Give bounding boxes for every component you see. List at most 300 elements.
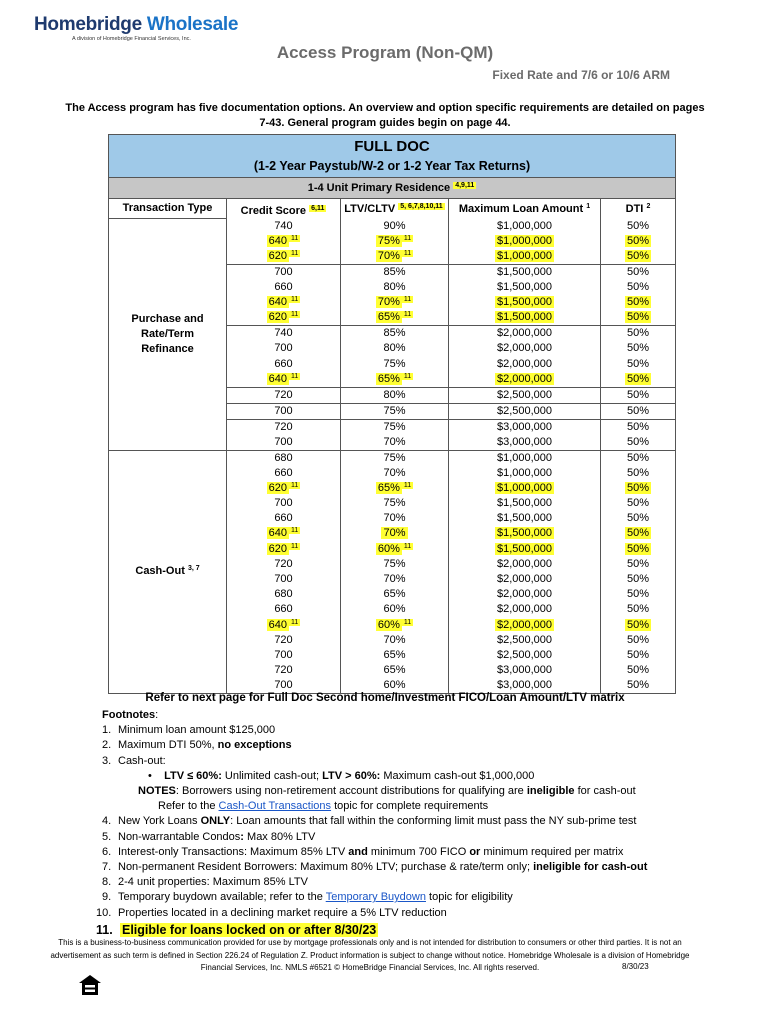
cell-dti (601, 496, 676, 511)
footnote-4 (102, 814, 702, 829)
cell-max-loan (449, 249, 601, 265)
ltv-value: 65% (377, 481, 400, 494)
credit-score-value: 700 (274, 265, 293, 278)
cell-dti (601, 633, 676, 648)
cell-ltv (341, 326, 449, 342)
footnote-ref-11: 11 (403, 296, 412, 304)
dti-value: 50% (626, 512, 650, 525)
cell-credit-score (227, 219, 341, 234)
dti-value: 50% (626, 588, 650, 601)
cell-ltv (341, 557, 449, 572)
fn-text: Maximum cash-out $1,000,000 (380, 769, 535, 782)
fn-text: Minimum loan amount $125,000 (118, 724, 276, 737)
cell-ltv (341, 648, 449, 663)
max-loan-value: $2,500,000 (496, 633, 553, 646)
credit-score-value: 640 (268, 234, 288, 247)
occupancy-banner (109, 178, 676, 199)
credit-score-value: 700 (274, 573, 293, 586)
fn-text: Properties located in a declining market require a 5% LTV reduction (118, 906, 447, 919)
dti-value: 50% (626, 466, 650, 479)
credit-score-value: 640 (268, 618, 288, 631)
ltv-value: 75% (383, 420, 406, 433)
fn-text: Temporary buydown available; refer to the (118, 891, 326, 904)
dti-value: 50% (626, 234, 650, 247)
ltv-value: 90% (383, 219, 406, 232)
ltv-value: 65% (383, 664, 406, 677)
transaction-type-sup-text: 3, 7 (187, 565, 200, 573)
transaction-type-sup (188, 565, 200, 572)
ltv-value: 75% (383, 557, 406, 570)
cell-ltv (341, 526, 449, 541)
ltv-value: 70% (383, 466, 406, 479)
max-loan-value: $1,500,000 (496, 296, 553, 309)
max-loan-value: $2,500,000 (496, 404, 553, 417)
credit-score-value: 640 (268, 372, 288, 385)
matrix-row (109, 219, 676, 234)
footnote-ref (402, 235, 413, 242)
max-loan-value: $1,000,000 (496, 451, 553, 464)
cell-credit-score (227, 326, 341, 342)
credit-score-value: 640 (268, 527, 288, 540)
credit-score-value: 620 (268, 311, 288, 324)
cell-max-loan (449, 264, 601, 280)
cell-credit-score (227, 264, 341, 280)
ltv-value: 70% (383, 512, 406, 525)
cell-credit-score (227, 663, 341, 678)
ltv-value: 70% (383, 435, 406, 448)
footnote-6 (102, 845, 702, 860)
fn-bold: or (469, 845, 481, 858)
max-loan-value: $2,000,000 (496, 588, 553, 601)
cell-credit-score (227, 280, 341, 295)
cell-ltv (341, 372, 449, 388)
footnote-7 (102, 860, 702, 875)
max-loan-value: $3,000,000 (496, 664, 553, 677)
cell-credit-score (227, 557, 341, 572)
cell-dti (601, 648, 676, 663)
fn-text: Cash-out: (118, 754, 166, 767)
fn-num: 2. (102, 739, 112, 752)
max-loan-value: $2,000,000 (496, 618, 553, 631)
col-max-loan-label: Maximum Loan Amount (458, 202, 584, 215)
cell-max-loan (449, 403, 601, 419)
fn-num: 5. (102, 830, 112, 843)
dti-value: 50% (626, 633, 650, 646)
ltv-value: 80% (383, 280, 406, 293)
max-loan-value: $1,000,000 (496, 249, 553, 262)
ltv-value: 75% (377, 234, 400, 247)
cell-dti (601, 526, 676, 541)
occupancy-label: 1-4 Unit Primary Residence (307, 182, 451, 194)
cell-ltv (341, 356, 449, 371)
cell-max-loan (449, 356, 601, 371)
page-subtitle: Fixed Rate and 7/6 or 10/6 ARM (492, 68, 670, 82)
cell-max-loan (449, 526, 601, 541)
max-loan-value: $1,500,000 (496, 265, 553, 278)
cell-max-loan (449, 372, 601, 388)
cell-dti (601, 310, 676, 326)
footnote-2 (102, 738, 702, 753)
credit-score-value: 720 (274, 664, 293, 677)
cell-credit-score (227, 648, 341, 663)
ltv-value: 80% (383, 342, 406, 355)
dti-value: 50% (626, 648, 650, 661)
cell-credit-score (227, 526, 341, 541)
fn-bold: and (348, 845, 368, 858)
cell-max-loan (449, 542, 601, 557)
disclaimer: This is a business-to-business communication provided for use by mortgage professionals only and is not intended for distribution to consumers or other third parties. It is not an advertisement as such term is defined in Section 226.24 of Regulation Z. Product information is subject to change without notice. Homebridge Wholesale is a division of Homebridge Financial Services, Inc. NMLS #6521 © HomeBridge Financial Services, Inc. All rights reserved. (50, 938, 690, 972)
max-loan-value: $2,000,000 (496, 357, 553, 370)
logo-tagline: A division of Homebridge Financial Services, Inc. (72, 36, 191, 42)
cell-max-loan (449, 310, 601, 326)
credit-score-value: 740 (274, 327, 293, 340)
footnotes (96, 708, 702, 938)
max-loan-value: $1,500,000 (496, 542, 553, 555)
cell-dti (601, 234, 676, 249)
dti-value: 50% (626, 573, 650, 586)
fn-bold: NOTES (138, 785, 176, 798)
footnote-ref (402, 619, 413, 626)
dti-value: 50% (626, 497, 650, 510)
cell-ltv (341, 511, 449, 526)
cell-credit-score (227, 602, 341, 617)
col-credit-score (227, 199, 341, 219)
cell-dti (601, 387, 676, 403)
credit-score-value: 720 (274, 633, 293, 646)
dti-value: 50% (626, 451, 650, 464)
max-loan-value: $2,000,000 (496, 603, 553, 616)
footnote-ref-11: 11 (403, 311, 412, 319)
credit-score-value: 700 (274, 648, 293, 661)
credit-score-value: 660 (274, 466, 293, 479)
cell-max-loan (449, 466, 601, 481)
max-loan-value: $1,000,000 (496, 219, 553, 232)
cell-max-loan (449, 387, 601, 403)
cell-credit-score (227, 496, 341, 511)
cell-dti (601, 511, 676, 526)
fn-text: Maximum DTI 50%, (118, 739, 218, 752)
max-loan-value: $1,500,000 (496, 512, 553, 525)
dti-value: 50% (626, 618, 650, 631)
cell-credit-score (227, 419, 341, 435)
cell-max-loan (449, 633, 601, 648)
dti-value: 50% (626, 420, 650, 433)
cell-dti (601, 466, 676, 481)
ltv-value: 75% (383, 497, 406, 510)
cell-max-loan (449, 341, 601, 356)
fn-text: topic for complete requirements (331, 800, 489, 813)
cell-credit-score (227, 481, 341, 496)
cell-dti (601, 356, 676, 371)
cell-credit-score (227, 356, 341, 371)
cell-credit-score (227, 310, 341, 326)
credit-score-value: 700 (274, 679, 293, 692)
max-loan-value: $1,000,000 (496, 481, 553, 494)
dti-value: 50% (626, 664, 650, 677)
cell-credit-score (227, 572, 341, 587)
cell-dti (601, 264, 676, 280)
fn-num: 6. (102, 845, 112, 858)
cell-ltv (341, 481, 449, 496)
footnote-ref-11: 11 (403, 372, 412, 380)
max-loan-value: $1,500,000 (496, 497, 553, 510)
cell-max-loan (449, 280, 601, 295)
footnote-9 (102, 890, 702, 905)
credit-score-value: 680 (274, 588, 293, 601)
footnote-ref-11: 11 (291, 481, 299, 489)
dti-value: 50% (626, 357, 650, 370)
footnote-3-bullet: • LTV ≤ 60%: Unlimited cash-out; LTV > 60%: Maximum cash-out $1,000,000 (148, 769, 535, 782)
cell-max-loan (449, 326, 601, 342)
page-title: Access Program (Non-QM) (276, 43, 494, 62)
footnote-ref (289, 373, 300, 380)
matrix-banner (109, 135, 676, 178)
fn-num: 7. (102, 861, 112, 874)
cell-max-loan (449, 450, 601, 466)
max-loan-value: $2,000,000 (496, 342, 553, 355)
dti-value: 50% (626, 280, 650, 293)
footnote-ref (289, 619, 300, 626)
fn-text: minimum required per matrix (480, 845, 624, 858)
ltv-value: 65% (383, 588, 406, 601)
max-loan-value: $3,000,000 (496, 679, 553, 692)
max-loan-value: $2,000,000 (496, 573, 553, 586)
max-loan-value: $3,000,000 (496, 435, 553, 448)
cell-credit-score (227, 403, 341, 419)
footnote-5 (102, 830, 702, 845)
cell-ltv (341, 249, 449, 265)
max-loan-value: $1,500,000 (496, 280, 553, 293)
fn-bold: ONLY (200, 815, 231, 828)
cell-dti (601, 572, 676, 587)
col-transaction-type (109, 199, 227, 219)
fn-num: 10. (96, 906, 112, 919)
dti-value: 50% (626, 296, 650, 309)
ltv-value: 70% (377, 249, 400, 262)
footnote-ref (402, 543, 413, 550)
cell-credit-score (227, 587, 341, 602)
footnotes-heading-text: Footnotes (102, 709, 156, 721)
occupancy-sup: 4,9,11 (455, 182, 475, 189)
ltv-value: 75% (383, 451, 406, 464)
cell-dti (601, 403, 676, 419)
transaction-type-cashout (109, 450, 227, 694)
ltv-value: 75% (383, 357, 406, 370)
dti-value: 50% (626, 327, 650, 340)
cell-dti (601, 618, 676, 633)
cell-max-loan (449, 496, 601, 511)
fn-text: minimum 700 FICO (367, 845, 470, 858)
dti-value: 50% (626, 372, 650, 385)
credit-score-value: 620 (268, 481, 288, 494)
ltv-value: 70% (377, 296, 400, 309)
cell-dti (601, 450, 676, 466)
max-loan-value: $2,500,000 (496, 388, 553, 401)
footnote-ref-11: 11 (291, 542, 299, 550)
cell-max-loan (449, 234, 601, 249)
dti-value: 50% (626, 265, 650, 278)
dti-value: 50% (626, 435, 650, 448)
cell-ltv (341, 310, 449, 326)
cell-max-loan (449, 481, 601, 496)
banner-title: FULL DOC (354, 138, 430, 155)
ltv-value: 60% (377, 542, 400, 555)
footnote-3-refer (102, 799, 702, 814)
col-ltv-sup: 5, 6,7,8,10,11 (400, 202, 443, 210)
cell-max-loan (449, 557, 601, 572)
fn-text: topic for eligibility (425, 891, 513, 904)
footnote-ref (289, 482, 300, 489)
footnote-ref-11: 11 (291, 311, 299, 319)
cell-max-loan (449, 648, 601, 663)
cell-credit-score (227, 295, 341, 310)
footnote-8 (102, 875, 702, 890)
cell-max-loan (449, 511, 601, 526)
cell-dti (601, 557, 676, 572)
cell-ltv (341, 403, 449, 419)
credit-score-value: 700 (274, 435, 293, 448)
max-loan-value: $2,500,000 (496, 648, 553, 661)
cell-ltv (341, 572, 449, 587)
col-dti-label: DTI (625, 202, 644, 215)
cell-dti (601, 295, 676, 310)
credit-score-value: 660 (274, 357, 293, 370)
ltv-value: 65% (377, 311, 400, 324)
dti-value: 50% (626, 311, 650, 324)
cell-max-loan (449, 663, 601, 678)
ltv-value: 75% (383, 404, 406, 417)
credit-score-value: 660 (274, 512, 293, 525)
dti-value: 50% (626, 679, 650, 692)
cell-max-loan (449, 419, 601, 435)
cell-ltv (341, 496, 449, 511)
logo-brand (34, 14, 238, 36)
credit-score-value: 700 (274, 342, 293, 355)
credit-score-value: 620 (268, 542, 288, 555)
dti-value: 50% (626, 542, 650, 555)
footnotes-heading: Footnotes: (102, 709, 159, 721)
cell-ltv (341, 450, 449, 466)
ltv-value: 85% (383, 327, 406, 340)
col-transaction-label: Transaction Type (122, 202, 213, 214)
col-ltv-label: LTV/CLTV (344, 202, 396, 215)
credit-score-value: 720 (274, 420, 293, 433)
fn-text: Non-warrantable Condos (118, 830, 241, 843)
footnote-ref-11: 11 (403, 542, 412, 550)
col-max-loan (449, 199, 601, 219)
footnote-ref-11: 11 (291, 372, 299, 380)
cell-ltv (341, 602, 449, 617)
ltv-value: 70% (383, 633, 406, 646)
footnote-ref-11: 11 (403, 234, 412, 242)
cell-dti (601, 419, 676, 435)
cell-ltv (341, 295, 449, 310)
max-loan-value: $1,500,000 (496, 527, 553, 540)
cell-credit-score (227, 372, 341, 388)
credit-score-value: 720 (274, 557, 293, 570)
logo-home: Homebridge (34, 14, 147, 35)
cell-credit-score (227, 618, 341, 633)
dti-value: 50% (626, 342, 650, 355)
footnote-ref (402, 482, 413, 489)
fn-text: New York Loans (118, 815, 201, 828)
footnote-ref (402, 311, 413, 318)
footnote-ref (289, 311, 300, 318)
cell-max-loan (449, 219, 601, 234)
cell-ltv (341, 234, 449, 249)
footnote-10 (96, 906, 702, 921)
footnote-11 (96, 922, 702, 938)
cash-out-transactions-link[interactable]: Cash-Out Transactions (218, 800, 332, 813)
cell-credit-score (227, 466, 341, 481)
disclaimer-date: 8/30/23 (622, 962, 649, 971)
max-loan-value: $2,000,000 (496, 327, 553, 340)
max-loan-value: $1,000,000 (496, 466, 553, 479)
cell-ltv (341, 633, 449, 648)
cell-dti (601, 372, 676, 388)
col-dti-sup: 2 (646, 202, 651, 210)
fn-text: : Loan amounts that fall within the conforming limit must pass the NY sub-prime test (230, 815, 637, 828)
cell-max-loan (449, 587, 601, 602)
fn-bold: no exceptions (217, 739, 292, 752)
cell-credit-score (227, 633, 341, 648)
footnote-ref (289, 250, 300, 257)
cell-ltv (341, 341, 449, 356)
footnote-ref-11: 11 (403, 249, 412, 257)
credit-score-value: 720 (274, 388, 293, 401)
cell-max-loan (449, 295, 601, 310)
homebridge-logo (34, 14, 238, 42)
cell-dti (601, 341, 676, 356)
footnote-ref-11: 11 (291, 618, 299, 626)
dti-value: 50% (626, 249, 650, 262)
cell-max-loan (449, 618, 601, 633)
fn-num: 11. (96, 922, 113, 937)
transaction-type-label: Purchase and Rate/Term Refinance (131, 312, 204, 355)
footnote-ref (289, 235, 300, 242)
cell-ltv (341, 466, 449, 481)
footnote-ref (402, 250, 413, 257)
cell-dti (601, 663, 676, 678)
fn-num: 3. (102, 754, 112, 767)
transaction-type-label: Cash-Out (135, 565, 185, 578)
ltv-value: 60% (383, 679, 406, 692)
fn-num: 9. (102, 891, 112, 904)
cell-credit-score (227, 450, 341, 466)
ltv-value: 60% (383, 603, 406, 616)
fn-text: Unlimited cash-out; (221, 769, 323, 782)
cell-max-loan (449, 572, 601, 587)
max-loan-value: $1,500,000 (496, 311, 553, 324)
col-dti (601, 199, 676, 219)
cell-max-loan (449, 602, 601, 617)
cell-max-loan (449, 435, 601, 451)
credit-score-value: 660 (274, 603, 293, 616)
footnote-3 (102, 754, 702, 769)
temporary-buydown-link[interactable]: Temporary Buydown (325, 891, 426, 904)
fn-text: Max 80% LTV (243, 830, 316, 843)
footnote-ref-11: 11 (291, 234, 299, 242)
cell-ltv (341, 435, 449, 451)
cell-ltv (341, 419, 449, 435)
ltv-value: 80% (383, 388, 406, 401)
cell-ltv (341, 280, 449, 295)
fn-num: 8. (102, 876, 112, 889)
footnote-ref (289, 527, 300, 534)
ltv-value: 70% (383, 527, 406, 540)
credit-score-value: 640 (268, 296, 288, 309)
fn-text: 2-4 unit properties: Maximum 85% LTV (118, 876, 308, 889)
